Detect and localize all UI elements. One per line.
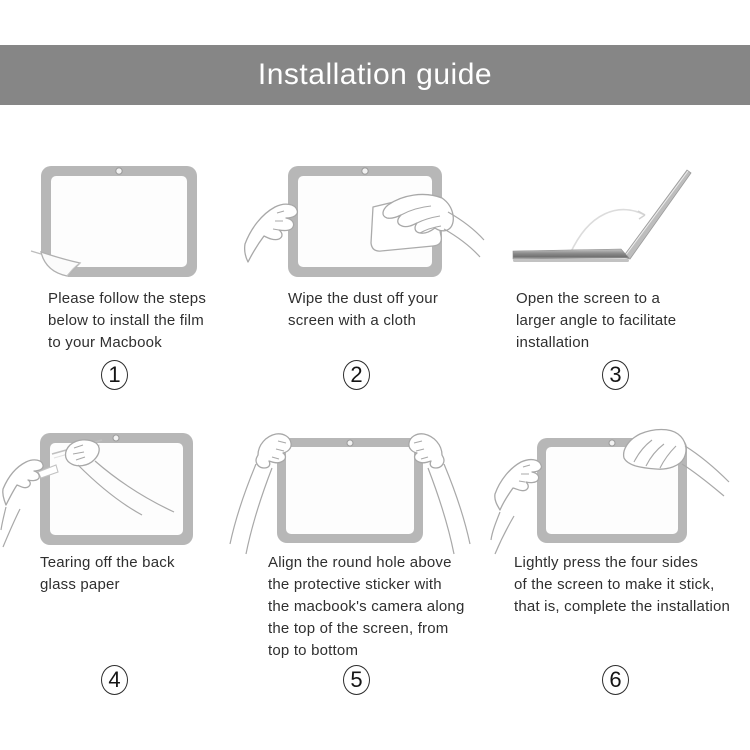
laptop-base-icon — [513, 249, 629, 259]
align-film-icon — [228, 428, 500, 562]
camera-dot-icon — [116, 168, 122, 174]
screen-panel — [286, 447, 414, 534]
step-number: 1 — [108, 362, 121, 387]
header-banner — [0, 45, 750, 105]
step1-caption — [48, 288, 206, 354]
caption-line: to your Macbook — [48, 334, 162, 351]
step2-number-badge — [343, 360, 370, 390]
caption-line: Wipe the dust off your — [288, 290, 439, 307]
left-pinch-hand-icon — [491, 460, 541, 554]
caption-line: larger angle to facilitate — [516, 312, 677, 329]
step6-caption — [514, 552, 730, 618]
step3-number-badge — [602, 360, 629, 390]
open-laptop-side-icon — [495, 158, 745, 276]
macbook-screen-icon — [18, 152, 222, 284]
caption-line: of the screen to make it stick, — [514, 576, 715, 593]
caption-line: the protective sticker with — [268, 576, 442, 593]
step1-number-badge — [101, 360, 128, 390]
step4-caption — [40, 552, 175, 596]
arrow-head-icon — [638, 211, 645, 219]
step-number: 5 — [350, 667, 363, 692]
camera-dot-icon — [113, 435, 119, 441]
camera-dot-icon — [347, 440, 353, 446]
page-title: Installation guide — [257, 58, 493, 91]
caption-line: that is, complete the installation — [514, 598, 731, 615]
step4-illustration-tear-backing — [0, 425, 245, 553]
step1-illustration-film-peel — [18, 152, 222, 284]
step2-illustration-wipe-cloth — [238, 150, 486, 288]
step-number: 4 — [108, 667, 121, 692]
caption-line: top to bottom — [268, 642, 359, 659]
caption-line: screen with a cloth — [288, 312, 417, 329]
camera-dot-icon — [609, 440, 615, 446]
caption-line: the macbook's camera along — [268, 598, 465, 615]
base-foot — [513, 259, 629, 262]
camera-dot-icon — [362, 168, 368, 174]
step5-caption — [268, 552, 465, 662]
step6-number-badge — [602, 665, 629, 695]
step-number: 3 — [609, 362, 622, 387]
step-number: 2 — [350, 362, 363, 387]
caption-line: Align the round hole above — [268, 554, 452, 571]
lid-highlight — [625, 171, 688, 256]
caption-line: glass paper — [40, 576, 120, 593]
step-number: 6 — [609, 667, 622, 692]
screen-panel — [51, 176, 187, 267]
step6-illustration-press-sides — [488, 428, 750, 562]
caption-line: Open the screen to a — [516, 290, 661, 307]
wipe-screen-icon — [238, 150, 486, 288]
step5-number-badge — [343, 665, 370, 695]
step5-illustration-align-film — [228, 428, 500, 562]
step2-caption — [288, 288, 438, 332]
caption-line: the top of the screen, from — [268, 620, 449, 637]
step3-caption — [516, 288, 676, 354]
caption-line: below to install the film — [48, 312, 204, 329]
caption-line: Lightly press the four sides — [514, 554, 699, 571]
press-sides-icon — [488, 428, 750, 562]
caption-line: Tearing off the back — [40, 554, 175, 571]
caption-line: installation — [516, 334, 590, 351]
caption-line: Please follow the steps — [48, 290, 207, 307]
step3-illustration-open-laptop — [495, 158, 745, 276]
tear-back-paper-icon — [0, 425, 245, 553]
step4-number-badge — [101, 665, 128, 695]
